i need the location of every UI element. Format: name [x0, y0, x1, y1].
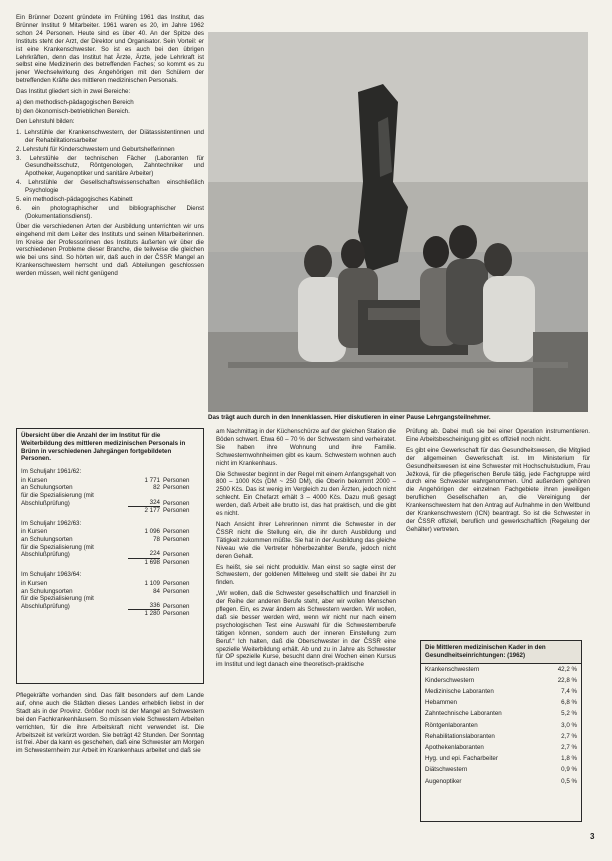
- statistics-year: Im Schuljahr 1963/64:: [21, 571, 82, 579]
- statistics-group: [21, 520, 199, 567]
- statistics-row: an Schulungsorten 84 Personen: [21, 587, 190, 595]
- list-item: 3. Lehrstühle der technischen Fächer (Laboranten für Gesundheitsschutz, Röntgenologen, Zahntechniker und Apotheker, Augenoptiker und sanitäre Arbeiter): [16, 154, 204, 178]
- statistics-group: [21, 571, 199, 618]
- body-paragraph: Nach Ansicht ihrer Lehrerinnen nimmt die Schwester in der ČSSR nicht die Stellung ein, die ihr durch Ausbildung und Tätigkeit zukommen müßte. Sie hat in der Ausbildung das gleiche Niveau wie die Vertreter höherbezahlter Berufe, jedoch nicht deren Gehalt.: [216, 520, 396, 560]
- intro-column: [16, 14, 204, 281]
- body-paragraph: Die Schwester beginnt in der Regel mit einem Anfangsgehalt von 800 – 1000 Kčs (DM ~ 250 DM), die Oberin bekommt 2000 – 2500 Kčs. Das ist wenig im Vergleich zu den Ärzten, jedoch nicht schlecht. Ein Chefarzt erhält 3 – 4000 Kčs. Dazu muß gesagt werden, daß Arbeit alle brutto ist, das hat praktisch, und die gibt es nicht.: [216, 470, 396, 518]
- divisions-list: [16, 99, 204, 116]
- body-paragraph: Es heißt, sie sei nicht produktiv. Man einst so sagte einst der Schwestern, der goldenen Mittelweg und stellt sie dabei ihr zu finden.: [216, 563, 396, 587]
- intro-closing: Über die verschiedenen Arten der Ausbildung unterrichten wir uns eingehend mit dem Leiter des Instituts und seinen Mitarbeiterinnen. Im Kreise der Professorinnen des Instituts äußerten wir über die verschiedenen Probleme dieser Branche, die teilweise die gleichen wie bei uns sind. So hörten wir, daß auch in der ČSSR Mangel an Krankenschwestern herrscht und daß Abteilungen geschlossen werden müssen, weil nicht genügend: [16, 222, 204, 278]
- table-row: Kinderschwestern 22,8 %: [425, 676, 577, 684]
- statistics-total-row: 1 280 Personen: [144, 610, 190, 618]
- cadre-table: [420, 640, 582, 822]
- statistics-year: Im Schuljahr 1962/63:: [21, 519, 82, 527]
- statistics-row: in Kursen 1 109 Personen: [21, 579, 190, 587]
- list-item: b) den ökonomisch-betrieblichen Bereich.: [16, 107, 130, 115]
- statistics-row: für die Spezialisierung (mit Abschlußprüfung) 224 Personen: [21, 543, 190, 559]
- chairs-intro: Den Lehrstuhl bilden:: [16, 117, 75, 125]
- statistics-row: für die Spezialisierung (mit Abschlußprüfung) 324 Personen: [21, 491, 190, 507]
- chairs-list: [16, 129, 204, 221]
- list-item: a) den methodisch-pädagogischen Bereich: [16, 99, 134, 107]
- statistics-total-row: 2 177 Personen: [144, 507, 190, 515]
- divisions-intro: Das Institut gliedert sich in zwei Bereiche:: [16, 88, 131, 96]
- body-paragraph: Es gibt eine Gewerkschaft für das Gesundheitswesen, die Mitglied der allgemeinen Gewerkschaft ist. Im Ministerium für Gesundheitswesen ist eine Schwester mit Hochschulstudium, Frau Ježková, für die pflegerischen Berufe tätig, jede Fachgruppe wird durch eine Schwester wahrgenommen. Und außerdem gehören die Angehörigen der einzelnen Fachgebiete ihren jeweiligen beruflichen Gesellschaften an, die Vereinigung der Krankenschwestern hat den Antrag auf Aufnahme in den Weltbund der Krankenschwestern (ICN) beantragt. So ist die Schwester in der ČSSR offiziell, beruflich und gewerkschaftlich (Regelung der Gehälter) vertreten.: [406, 446, 590, 533]
- middle-column: [216, 428, 396, 672]
- statistics-year: Im Schuljahr 1961/62:: [21, 468, 82, 476]
- statistics-box-title: Übersicht über die Anzahl der im Institut für die Weiterbildung des mittleren medizinischen Personals in Brünn in verschiedenen Jahrgängen fortgebildeten Personen.: [21, 432, 186, 463]
- table-row: Augenoptiker 0,5 %: [425, 777, 577, 785]
- page-number: 3: [590, 832, 595, 841]
- statistics-row: in Kursen 1 771 Personen: [21, 476, 190, 484]
- list-item: 5. ein methodisch-pädagogisches Kabinett: [16, 196, 133, 204]
- statistics-box: [16, 428, 204, 684]
- statistics-total-row: 1 698 Personen: [144, 558, 190, 566]
- bottom-left-column: [16, 692, 204, 758]
- statistics-row: in Kursen 1 096 Personen: [21, 528, 190, 536]
- body-paragraph: Pflegekräfte vorhanden sind. Das fällt besonders auf dem Lande auf, ohne auch die Städten dieses Landes erheblich liebst in der Stadt als in der Provinz. Größer noch ist der Mangel an Schwestern bei den Fachkrankenhäusern. So müssen viele Schwestern Arbeiten verrichten, für die ihre Arbeitskraft nicht verwendet ist. Die Arbeitszeit ist verkürzt worden. Sie beträgt 42 Stunden. Der Sonntag ist frei. Aber da kann es geschehen, daß eine Schwester am Morgen im Schwesternheim zur Arbeit im Krankenhaus arbeitet und daß sie: [16, 692, 204, 755]
- body-paragraph: „Wir wollen, daß die Schwester gesellschaftlich und finanziell in der Reihe der anderen Berufe steht, aber wir wollen Menschen pflegen. Ein, es zwar ändern als Schwestern werden. Wir wollen, daß sie besser werden wird, wenn wir nicht nur nach einem psychologischen Test eine Auswahl für die Schwesternberufe tätigen können, sondern auch der inneren Einstellung zum Beruf.“ Ich halten, daß die Oberschwester in der ČSSR eine spezielle Weiterbildung erhält. Ab und zu in Jahre als Schwester für OP spezielle Kurse, besucht dann drei Wochen einen Kursus im Institut und legt danach eine theoretisch-praktische: [216, 590, 396, 669]
- right-column: [406, 428, 590, 537]
- statistics-group: [21, 468, 199, 515]
- list-item: 1. Lehrstühle der Krankenschwestern, der Diätassistentinnen und der Rehabilitationsarbeiter: [16, 128, 204, 144]
- list-item: 4. Lehrstühle der Gesellschaftswissenschaften einschließlich Psychologie: [16, 179, 204, 195]
- intro-paragraph: Ein Brünner Dozent gründete im Frühling 1961 das Institut, das Brünner Institut 9 Mitarbeiter. 1961 waren es 20, im Jahre 1962 schon 24 Personen. Heute sind es über 40. An der Spitze des Instituts steht der Arzt, der Direktor und Organisator. Sein Vorteil: er ist eine Krankenschwester. So ist es auch bei den übrigen Lehrkräften, denn das Institut hat Ärzte, Ärzte, jede Lehrkraft ist selbst eine Medizinerin des betreffenden Faches; so kommt es zu jener Wechselwirkung des Angehörigen mit den Schülern der betreffenden Kräfte des mittleren medizinischen Personals.: [16, 14, 204, 85]
- table-row: Hyg. und epi. Facharbeiter 1,8 %: [425, 755, 577, 763]
- cadre-table-title: Die Mittleren medizinischen Kader in den Gesundheitseinrichtungen: (1962): [421, 641, 581, 664]
- statistics-row: an Schulungsorten 82 Personen: [21, 484, 190, 492]
- body-paragraph: Prüfung ab. Dabei muß sie bei einer Operation instrumentieren. Eine Arbeitsbescheinigung gibt es offiziell noch nicht.: [406, 428, 590, 443]
- list-item: 2. Lehrstuhl für Kinderschwestern und Geburtshelferinnen: [16, 145, 175, 153]
- table-row: Krankenschwestern 42,2 %: [425, 665, 577, 673]
- classroom-photo: [208, 32, 588, 412]
- list-item: 6. ein photographischer und bibliographischer Dienst (Dokumentationsdienst).: [16, 204, 204, 220]
- table-row: Rehabilitationslaboranten 2,7 %: [425, 732, 577, 740]
- body-paragraph: am Nachmittag in der Küchenschürze auf der gleichen Station die Böden schwert. Etwa 60 – 70 % der Schwestern sind verheiratet. Sie haben ihre Wohnung und ihre Familie. Schwesternwohnheimen gibt es kaum. Schwestern wohnen auch nicht im Krankenhaus.: [216, 428, 396, 467]
- table-row: Zahntechnische Laboranten 5,2 %: [425, 710, 577, 718]
- table-row: Hebammen 6,8 %: [425, 699, 577, 707]
- statistics-row: an Schulungsorten 78 Personen: [21, 535, 190, 543]
- statistics-row: für die Spezialisierung (mit Abschlußprüfung) 336 Personen: [21, 595, 190, 610]
- table-row: Diätschwestern 0,9 %: [425, 766, 577, 774]
- table-row: Apothekenlaboranten 2,7 %: [425, 744, 577, 752]
- photo-caption: Das trägt auch durch in den Innenklassen. Hier diskutieren in einer Pause Lehrgangsteilnehmer.: [208, 414, 491, 421]
- table-row: Medizinische Laboranten 7,4 %: [425, 688, 577, 695]
- table-row: Röntgenlaboranten 3,0 %: [425, 721, 577, 729]
